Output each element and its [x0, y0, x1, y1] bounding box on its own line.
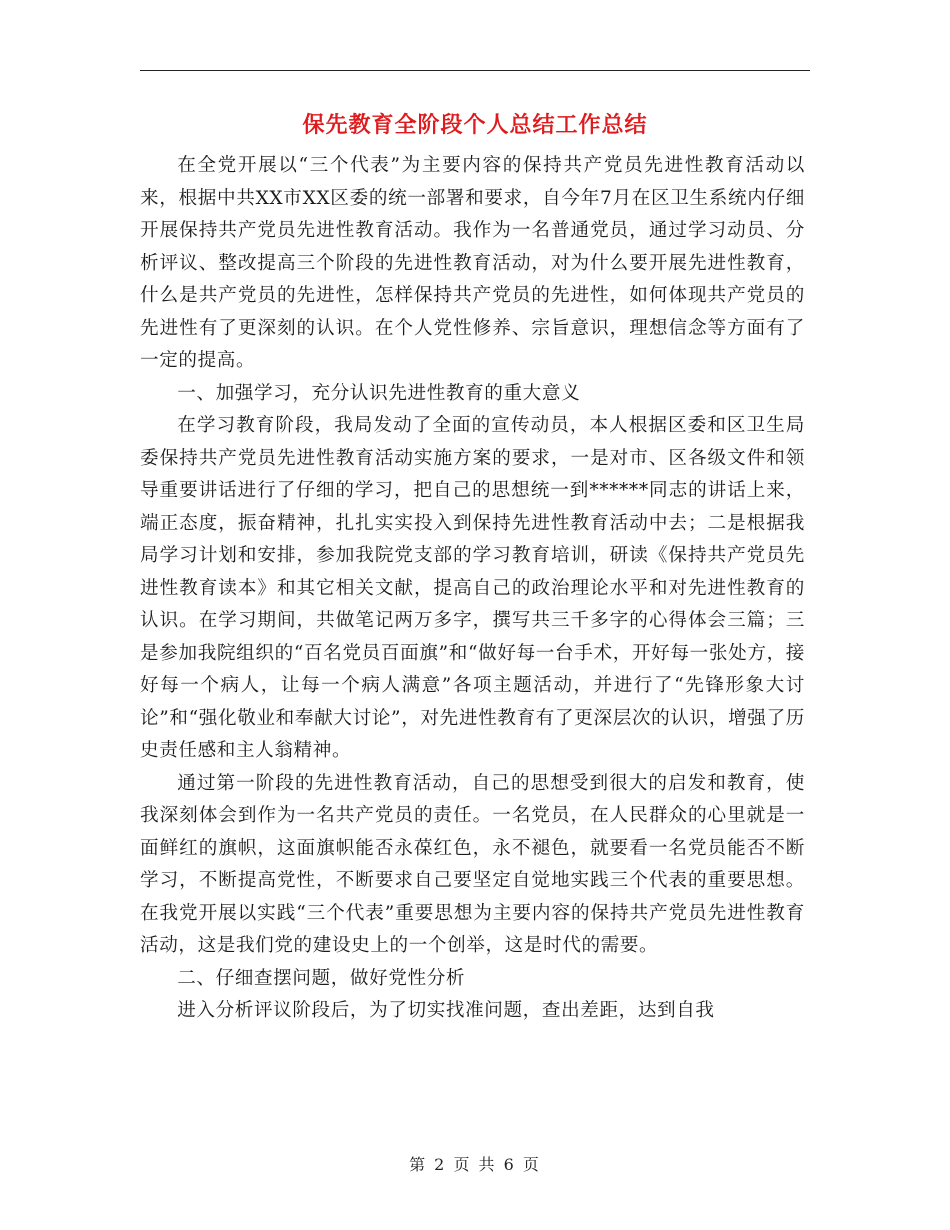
paragraph-reflection: 通过第一阶段的先进性教育活动，自己的思想受到很大的启发和教育，使我深刻体会到作为一名共产党员的责任。一名党员，在人民群众的心里就是一面鲜红的旗帜，这面旗帜能否永葆红色，永不褪色，就要看一名党员能否不断学习，不断提高党性，不断要求自己要坚定自觉地实践三个代表的重要思想。在我党开展以实践“三个代表”重要思想为主要内容的保持共产党员先进性教育活动，这是我们党的建设史上的一个创举，这是时代的需要。: [140, 772, 805, 956]
section-heading-2: 二、仔细查摆问题，做好党性分析: [177, 967, 466, 989]
page-number-footer: 第 2 页 共 6 页: [409, 1155, 541, 1174]
paragraph-analysis: 进入分析评议阶段后，为了切实找准问题，查出差距，达到自我: [177, 1000, 715, 1021]
header-rule: [140, 70, 810, 71]
document-body: [140, 150, 805, 1028]
section-heading-1: 一、加强学习，充分认识先进性教育的重大意义: [177, 382, 581, 404]
paragraph-study: 在学习教育阶段，我局发动了全面的宣传动员，本人根据区委和区卫生局委保持共产党员先进性教育活动实施方案的要求，一是对市、区各级文件和领导重要讲话进行了仔细的学习，把自己的思想统一到******同志的讲话上来，端正态度，振奋精神，扎扎实实投入到保持先进性教育活动中去；二是根据我局学习计划和安排，参加我院党支部的学习教育培训，研读《保持共产党员先进性教育读本》和其它相关文献，提高自己的政治理论水平和对先进性教育的认识。在学习期间，共做笔记两万多字，撰写共三千多字的心得体会三篇；三是参加我院组织的“百名党员百面旗”和“做好每一台手术，开好每一张处方，接好每一个病人，让每一个病人满意”各项主题活动，并进行了“先锋形象大讨论”和“强化敬业和奉献大讨论”，对先进性教育有了更深层次的认识，增强了历史责任感和主人翁精神。: [140, 415, 805, 761]
document-title: 保先教育全阶段个人总结工作总结: [302, 112, 648, 138]
paragraph-intro: 在全党开展以“三个代表”为主要内容的保持共产党员先进性教育活动以来，根据中共XX市XX区委的统一部署和要求，自今年7月在区卫生系统内仔细开展保持共产党员先进性教育活动。我作为一名普通党员，通过学习动员、分析评议、整改提高三个阶段的先进性教育活动，对为什么要开展先进性教育，什么是共产党员的先进性，怎样保持共产党员的先进性，如何体现共产党员的先进性有了更深刻的认识。在个人党性修养、宗旨意识，理想信念等方面有了一定的提高。: [140, 155, 805, 371]
